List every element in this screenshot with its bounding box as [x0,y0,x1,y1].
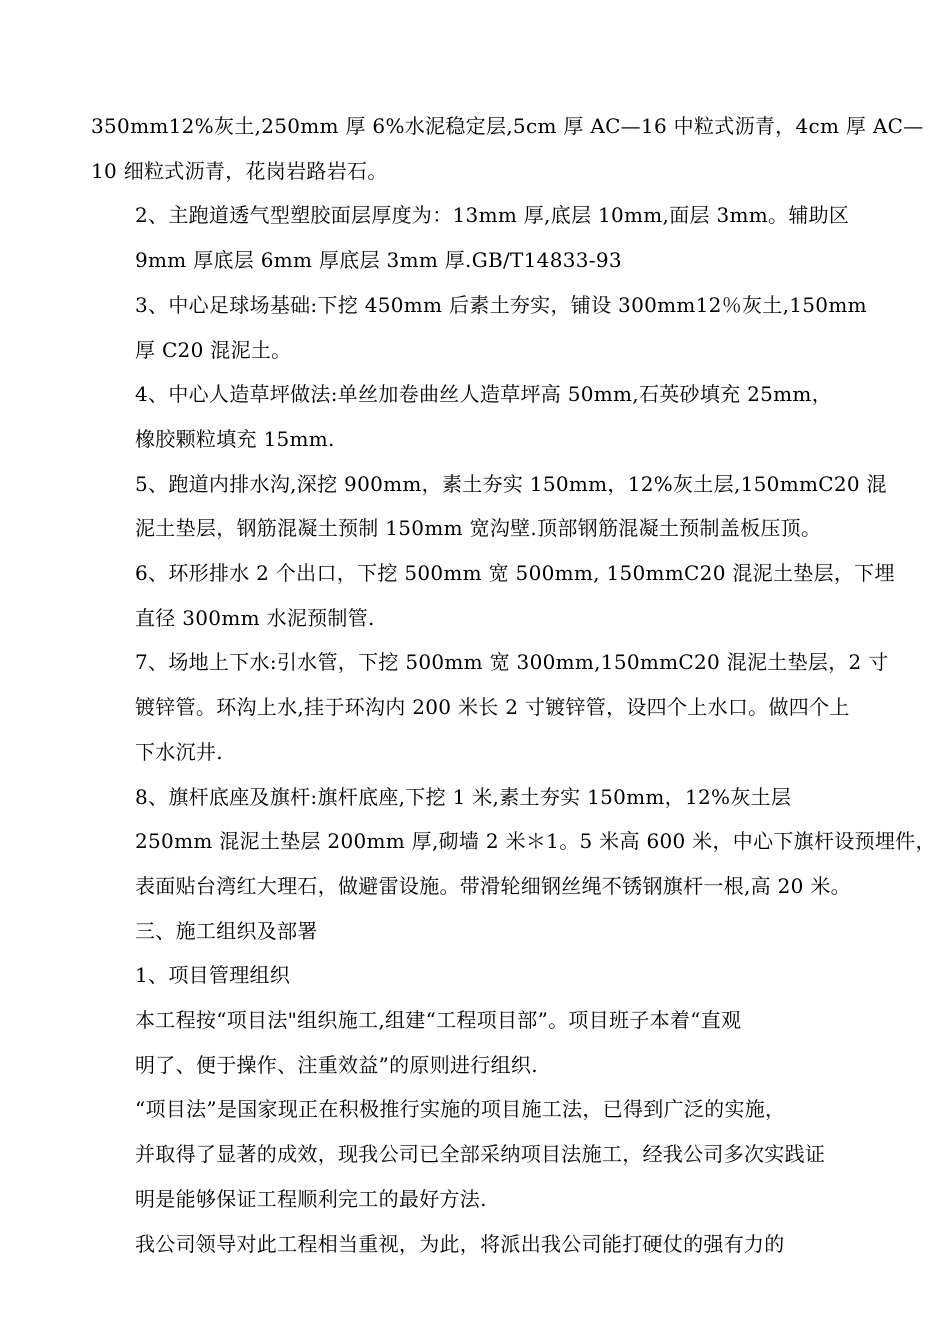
section-heading [91,909,861,954]
text-line: 10 细粒式沥青，花岗岩路岩石。 [91,158,388,183]
text-line: 下水沉井. [135,739,223,764]
subsection-heading [91,953,861,998]
text-line: 我公司领导对此工程相当重视，为此，将派出我公司能打硬仗的强有力的 [135,1231,785,1256]
text-line: 250mm 混泥土垫层 200mm 厚,砌墙 2 米＊1。5 米高 600 米，中心下旗杆设预埋件， [135,829,936,854]
text-line: “项目法”是国家现正在积极推行实施的项目施工法，已得到广泛的实施， [135,1097,786,1122]
text-line: 3、中心足球场基础:下挖 450mm 后素土夯实，铺设 300mm12％灰土,150mm [135,292,867,317]
text-line: 5、跑道内排水沟,深挖 900mm，素土夯实 150mm，12%灰土层,150mmC20 混 [135,471,887,496]
text-line: 8、旗杆底座及旗杆:旗杆底座,下挖 1 米,素土夯实 150mm，12%灰土层 [135,784,792,809]
text-line: 6、环形排水 2 个出口，下挖 500mm 宽 500mm, 150mmC20 混泥土垫层，下埋 [135,561,895,586]
text-line: 350mm12%灰土,250mm 厚 6%水泥稳定层,5cm 厚 AC—16 中粒式沥青，4cm 厚 AC— [91,114,924,138]
paragraph-base-layers [91,104,924,193]
text-line: 表面贴台湾红大理石，做避雷设施。带滑轮细钢丝绳不锈钢旗杆一根,高 20 米。 [135,873,851,898]
paragraph-item-7 [91,640,889,774]
paragraph-item-3 [91,283,867,372]
paragraph-item-5 [91,462,887,551]
paragraph-item-8 [91,775,936,909]
paragraph-item-6 [91,551,895,640]
text-line: 泥土垫层，钢筋混凝土预制 150mm 宽沟壁.顶部钢筋混凝土预制盖板压顶。 [135,516,822,541]
paragraph-leadership [91,1222,861,1267]
paragraph-item-2 [91,193,861,282]
paragraph-item-4 [91,372,861,461]
text-line: 1、项目管理组织 [135,963,291,988]
text-line: 并取得了显著的成效，现我公司已全部采纳项目法施工，经我公司多次实践证 [135,1142,826,1167]
text-line: 本工程按“项目法"组织施工,组建“工程项目部”。项目班子本着“直观 [135,1008,742,1033]
text-line: 明是能够保证工程顺利完工的最好方法. [135,1186,487,1211]
text-line: 镀锌管。环沟上水,挂于环沟内 200 米长 2 寸镀锌管，设四个上水口。做四个上 [135,695,850,720]
text-line: 4、中心人造草坪做法:单丝加卷曲丝人造草坪高 50mm,石英砂填充 25mm， [135,382,832,407]
text-line: 7、场地上下水:引水管，下挖 500mm 宽 300mm,150mmC20 混泥土垫层，2 寸 [135,650,889,675]
paragraph-project-method-explained [91,1087,861,1221]
text-line: 明了、便于操作、注重效益”的原则进行组织. [135,1052,538,1077]
paragraph-project-method [91,998,861,1087]
text-line: 9mm 厚底层 6mm 厚底层 3mm 厚.GB/T14833-93 [135,248,622,273]
text-line: 2、主跑道透气型塑胶面层厚度为：13mm 厚,底层 10mm,面层 3mm。辅助区 [135,203,850,228]
text-line: 橡胶颗粒填充 15mm. [135,426,335,451]
text-line: 三、施工组织及部署 [135,918,318,943]
document-body [91,104,936,1266]
text-line: 厚 C20 混泥土。 [135,337,292,362]
text-line: 直径 300mm 水泥预制管. [135,605,375,630]
